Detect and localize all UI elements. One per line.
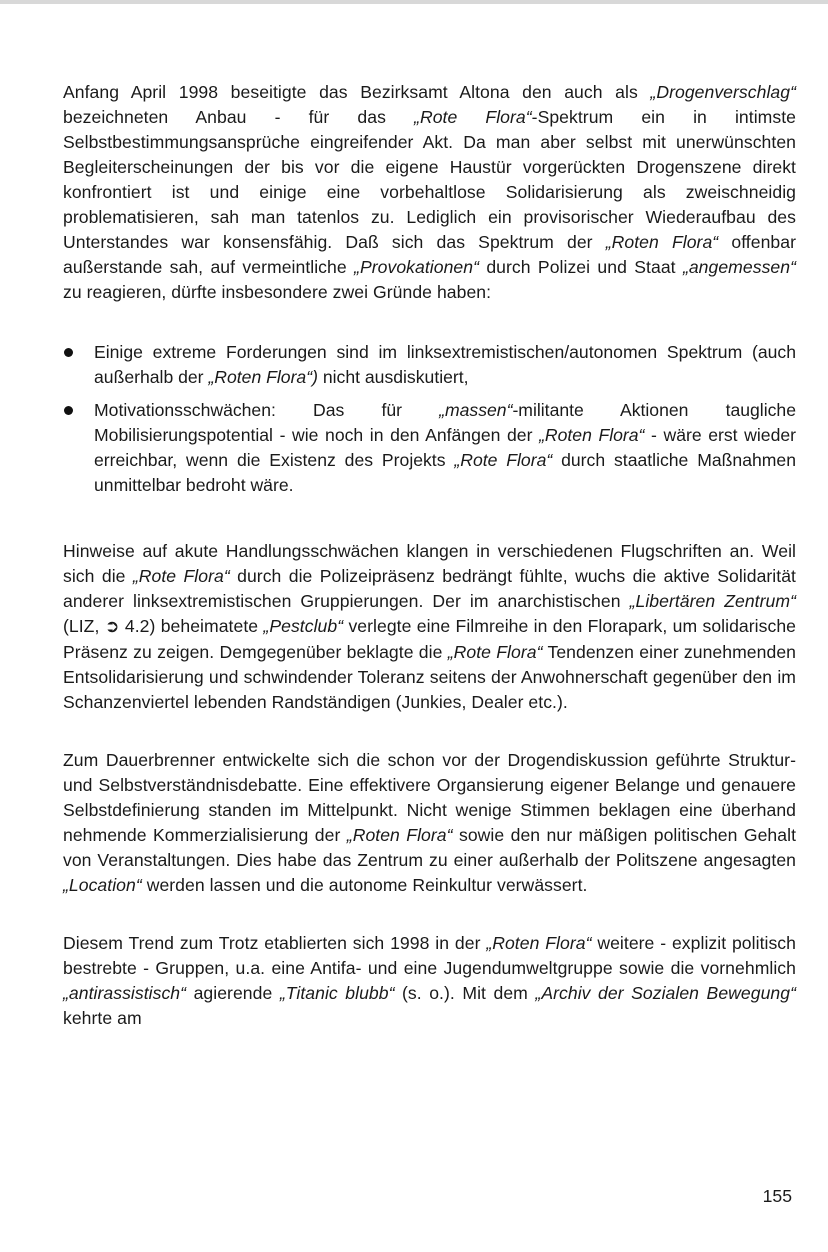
emphasized-term: „Rote Flora“: [414, 107, 532, 127]
emphasized-term: „Titanic blubb“: [279, 983, 395, 1003]
page-top-edge: [0, 0, 828, 4]
emphasized-term: „Roten Flora“: [539, 425, 645, 445]
emphasized-term: „Rote Flora“: [454, 450, 553, 470]
emphasized-term: „Location“: [63, 875, 142, 895]
bullet-item-2: [63, 398, 796, 498]
emphasized-term: „antirassistisch“: [63, 983, 187, 1003]
page-number: 155: [762, 1186, 792, 1206]
emphasized-term: „Pestclub“: [263, 616, 344, 636]
paragraph-4: Diesem Trend zum Trotz etablierten sich 1998 in der „Roten Flora“ weitere - explizit politisch bestrebte - Gruppen, u.a. eine Antifa- und eine Jugendumweltgruppe sowie die vornehmlich „antirassistisch“ agierende „Titanic blubb“ (s. o.). Mit dem „Archiv der Sozialen Bewegung“ kehrte am: [63, 933, 796, 1028]
cross-reference-arrow-icon: ➲: [104, 617, 120, 637]
paragraph-3: Zum Dauerbrenner entwickelte sich die schon vor der Drogendiskussion geführte Struktur- und Selbstverständnisdebatte. Eine effektivere Organsierung eigener Belange und genauere Selbstdefinierung standen im Mittelpunkt. Nicht wenige Stimmen beklagen eine überhand nehmende Kommerzialisierung der „Roten Flora“ sowie den nur mäßigen politischen Gehalt von Veranstaltungen. Dies habe das Zentrum zu einer außerhalb der Politszene angesagten „Location“ werden lassen und die autonome Reinkultur verwässert.: [63, 750, 797, 895]
emphasized-term: „Rote Flora“: [447, 642, 543, 662]
emphasized-term: „Rote Flora“: [132, 566, 230, 586]
emphasized-term: „Provokationen“: [354, 257, 479, 277]
bullet-dot-icon: [64, 348, 73, 357]
document-page: [63, 80, 796, 1031]
bullet-dot-icon: [64, 406, 73, 415]
paragraph-1: Anfang April 1998 beseitigte das Bezirksamt Altona den auch als „Drogenverschlag“ bezeichneten Anbau - für das „Rote Flora“-Spektrum ein in intimste Selbstbestimmungsansprüche eingreifender Akt. Da man aber selbst mit unerwünschten Begleiterscheinungen der bis vor die eigene Haustür vorgerückten Drogenszene direkt konfrontiert ist und einige eine vorbehaltlose Solidarisierung als zweischneidig problematisieren, sah man tatenlos zu. Lediglich ein provisorischer Wiederaufbau des Unterstandes war konsensfähig. Daß sich das Spektrum der „Roten Flora“ offenbar außerstande sah, auf vermeintliche „Provokationen“ durch Polizei und Staat „angemessen“ zu reagieren, dürfte insbesondere zwei Gründe haben:: [63, 82, 796, 302]
bullet-list: [63, 340, 796, 498]
emphasized-term: „massen“: [439, 400, 513, 420]
bullet-text-1: Einige extreme Forderungen sind im linksextremistischen/autonomen Spektrum (auch außerhalb der „Roten Flora“) nicht ausdiskutiert,: [94, 342, 796, 387]
bullet-item-1: [63, 340, 796, 390]
paragraph-2: Hinweise auf akute Handlungsschwächen klangen in verschiedenen Flugschriften an. Weil sich die „Rote Flora“ durch die Polizeipräsenz bedrängt fühlte, wuchs die aktive Solidarität anderer linksextremistischen Gruppierungen. Der im anarchistischen „Libertären Zentrum“ (LIZ, ➲ 4.2) beheimatete „Pestclub“ verlegte eine Filmreihe in den Florapark, um solidarische Präsenz zu zeigen. Demgegenüber beklagte die „Rote Flora“ Tendenzen einer zunehmenden Entsolidarisierung und schwindender Toleranz seitens der Anwohnerschaft gegenüber den im Schanzenviertel lebenden Randständigen (Junkies, Dealer etc.).: [63, 541, 796, 712]
emphasized-term: „Libertären Zentrum“: [629, 591, 796, 611]
emphasized-term: „Roten Flora“: [346, 825, 453, 845]
emphasized-term: „Drogenverschlag“: [650, 82, 796, 102]
bullet-text-2: Motivationsschwächen: Das für „massen“-militante Aktionen taugliche Mobilisierungspotential - wie noch in den Anfängen der „Roten Flora“ - wäre erst wieder erreichbar, wenn die Existenz des Projekts „Rote Flora“ durch staatliche Maßnahmen unmittelbar bedroht wäre.: [94, 400, 796, 495]
emphasized-term: „Roten Flora“): [208, 367, 318, 387]
emphasized-term: „Roten Flora“: [605, 232, 719, 252]
emphasized-term: „angemessen“: [682, 257, 796, 277]
emphasized-term: „Roten Flora“: [486, 933, 592, 953]
emphasized-term: „Archiv der Sozialen Bewegung“: [535, 983, 796, 1003]
